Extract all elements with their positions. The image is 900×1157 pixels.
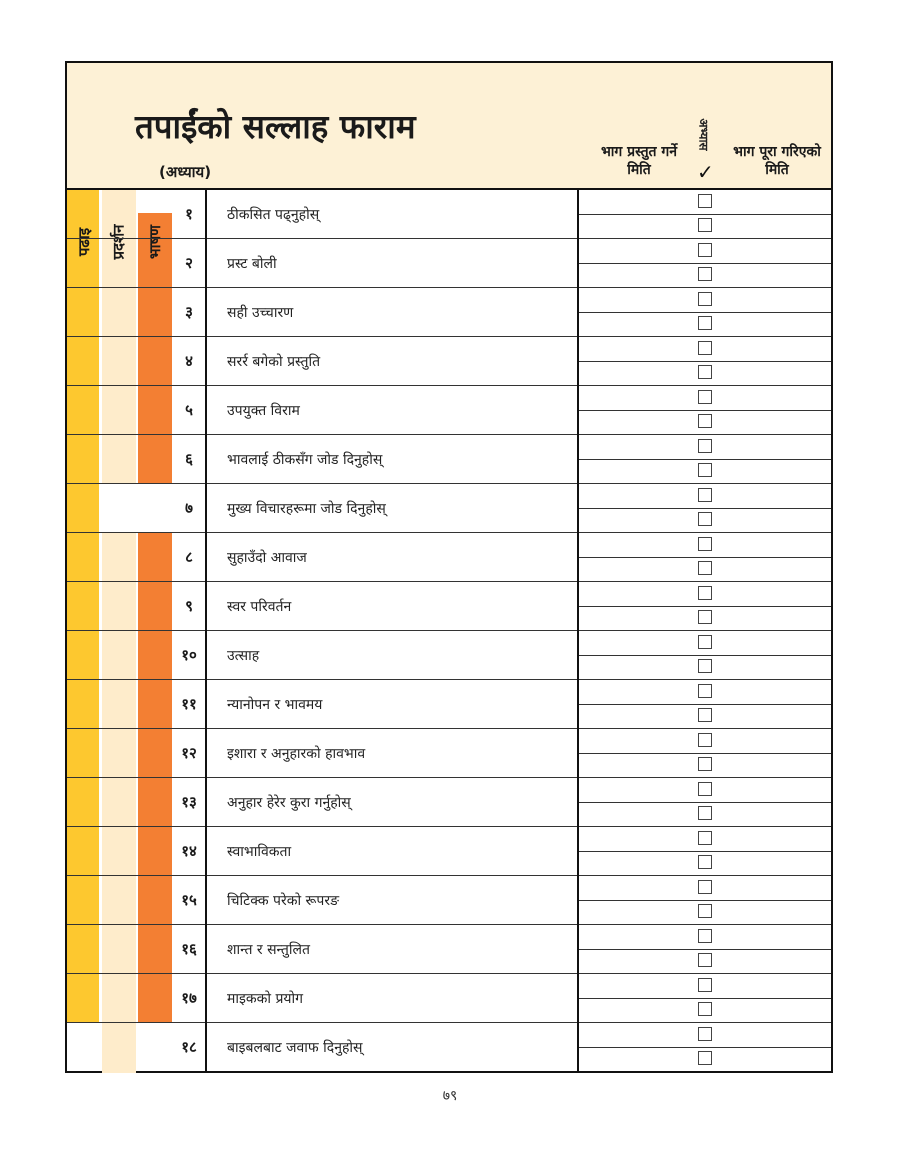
lesson-name: चिटिक्क परेको रूपरङ <box>227 892 340 909</box>
lesson-number: ८ <box>185 548 193 566</box>
practice-checkbox[interactable] <box>698 439 712 453</box>
lesson-name: स्वर परिवर्तन <box>227 598 292 615</box>
date-line[interactable] <box>579 704 831 728</box>
lesson-dates <box>579 778 831 826</box>
date-completed-header: भाग पूरा गरिएको मिति <box>733 144 821 178</box>
lesson-row <box>67 925 831 974</box>
date-line[interactable] <box>579 582 831 607</box>
counsel-form <box>65 61 833 1073</box>
practice-checkbox[interactable] <box>698 684 712 698</box>
practice-checkbox[interactable] <box>698 929 712 943</box>
lesson-number: १४ <box>181 842 197 860</box>
practice-checkbox[interactable] <box>698 855 712 869</box>
practice-checkbox[interactable] <box>698 365 712 379</box>
lesson-row <box>67 435 831 484</box>
lesson-name: इशारा र अनुहारको हावभाव <box>227 745 366 762</box>
date-line[interactable] <box>579 606 831 630</box>
lesson-number: २ <box>185 254 193 272</box>
lesson-number: ११ <box>181 695 197 713</box>
date-line[interactable] <box>579 190 831 215</box>
lesson-dates <box>579 239 831 287</box>
lesson-name: शान्त र सन्तुलित <box>227 941 310 958</box>
practice-checkbox[interactable] <box>698 880 712 894</box>
lesson-dates <box>579 827 831 875</box>
lesson-number: ७ <box>185 499 193 517</box>
lesson-dates <box>579 190 831 238</box>
practice-checkbox[interactable] <box>698 586 712 600</box>
lesson-dates <box>579 337 831 385</box>
practice-checkbox[interactable] <box>698 1027 712 1041</box>
date-assigned-header: भाग प्रस्तुत गर्ने मिति <box>600 144 678 178</box>
practice-checkbox[interactable] <box>698 610 712 624</box>
date-line[interactable] <box>579 949 831 973</box>
practice-checkbox[interactable] <box>698 1051 712 1065</box>
date-line[interactable] <box>579 508 831 532</box>
practice-checkbox[interactable] <box>698 341 712 355</box>
date-line[interactable] <box>579 1047 831 1071</box>
practice-header-label: अभ्यास <box>697 117 711 151</box>
date-line[interactable] <box>579 288 831 313</box>
practice-checkbox[interactable] <box>698 904 712 918</box>
lesson-number: १८ <box>181 1038 197 1056</box>
lesson-row <box>67 631 831 680</box>
lesson-number: १६ <box>181 940 197 958</box>
date-line[interactable] <box>579 680 831 705</box>
lesson-number: १७ <box>181 989 197 1007</box>
date-line[interactable] <box>579 214 831 238</box>
practice-checkbox[interactable] <box>698 218 712 232</box>
practice-checkbox[interactable] <box>698 390 712 404</box>
date-line[interactable] <box>579 900 831 924</box>
lesson-number: ४ <box>185 352 193 370</box>
lesson-number: ६ <box>185 450 193 468</box>
lesson-number: ३ <box>185 303 193 321</box>
practice-checkbox[interactable] <box>698 757 712 771</box>
lesson-dates <box>579 386 831 434</box>
practice-checkbox[interactable] <box>698 708 712 722</box>
date-line[interactable] <box>579 925 831 950</box>
practice-checkbox[interactable] <box>698 292 712 306</box>
date-line[interactable] <box>579 337 831 362</box>
lesson-dates <box>579 435 831 483</box>
presentation-label: प्रदर्शन <box>110 224 128 260</box>
practice-checkbox[interactable] <box>698 635 712 649</box>
practice-checkbox[interactable] <box>698 953 712 967</box>
page-number: ७९ <box>442 1088 458 1104</box>
date-line[interactable] <box>579 631 831 656</box>
lesson-number: १२ <box>181 744 197 762</box>
practice-checkbox[interactable] <box>698 733 712 747</box>
practice-checkbox[interactable] <box>698 488 712 502</box>
practice-checkbox[interactable] <box>698 659 712 673</box>
lesson-name: बाइबलबाट जवाफ दिनुहोस् <box>227 1039 363 1056</box>
lesson-row <box>67 876 831 925</box>
lesson-number: १५ <box>181 891 197 909</box>
lesson-name: उपयुक्त विराम <box>227 402 300 419</box>
practice-checkbox[interactable] <box>698 978 712 992</box>
lesson-dates <box>579 974 831 1022</box>
practice-checkbox[interactable] <box>698 512 712 526</box>
practice-checkbox[interactable] <box>698 806 712 820</box>
practice-checkbox[interactable] <box>698 414 712 428</box>
practice-checkbox[interactable] <box>698 243 712 257</box>
lesson-row <box>67 1023 831 1072</box>
practice-checkbox[interactable] <box>698 267 712 281</box>
practice-header <box>692 109 717 159</box>
lesson-number: ९ <box>185 597 193 615</box>
lesson-dates <box>579 925 831 973</box>
date-line[interactable] <box>579 263 831 287</box>
lesson-row <box>67 288 831 337</box>
practice-checkbox[interactable] <box>698 1002 712 1016</box>
lesson-name: ठीकसित पढ्नुहोस् <box>227 206 320 223</box>
date-line[interactable] <box>579 459 831 483</box>
lesson-name: उत्साह <box>227 647 260 664</box>
date-line[interactable] <box>579 361 831 385</box>
practice-checkbox[interactable] <box>698 316 712 330</box>
lesson-name: सही उच्चारण <box>227 304 294 321</box>
lesson-dates <box>579 680 831 728</box>
practice-checkbox[interactable] <box>698 194 712 208</box>
lesson-number: १ <box>185 205 193 223</box>
date-line[interactable] <box>579 435 831 460</box>
date-line[interactable] <box>579 753 831 777</box>
lesson-dates <box>579 288 831 336</box>
date-line[interactable] <box>579 998 831 1022</box>
speech-label: भाषण <box>145 225 164 259</box>
form-title: तपाईंको सल्लाह फाराम <box>135 107 416 146</box>
date-line[interactable] <box>579 557 831 581</box>
lesson-dates <box>579 876 831 924</box>
date-line[interactable] <box>579 827 831 852</box>
date-line[interactable] <box>579 386 831 411</box>
divider-dates <box>577 188 579 1073</box>
date-line[interactable] <box>579 778 831 803</box>
lesson-row <box>67 729 831 778</box>
date-line[interactable] <box>579 802 831 826</box>
lesson-name: मुख्य विचारहरूमा जोड दिनुहोस् <box>227 500 386 517</box>
lesson-name: अनुहार हेरेर कुरा गर्नुहोस् <box>227 794 351 811</box>
date-line[interactable] <box>579 533 831 558</box>
lesson-row <box>67 778 831 827</box>
lesson-name: सुहाउँदो आवाज <box>227 549 307 566</box>
date-line[interactable] <box>579 851 831 875</box>
lesson-dates <box>579 484 831 532</box>
lesson-dates <box>579 631 831 679</box>
lesson-name: न्यानोपन र भावमय <box>227 696 323 713</box>
date-line[interactable] <box>579 655 831 679</box>
lesson-row <box>67 239 831 288</box>
lesson-dates <box>579 582 831 630</box>
lesson-row <box>67 827 831 876</box>
form-header <box>67 63 831 190</box>
lesson-row <box>67 190 831 239</box>
lesson-number: ५ <box>185 401 193 419</box>
lesson-row <box>67 582 831 631</box>
date-line[interactable] <box>579 1023 831 1048</box>
date-line[interactable] <box>579 239 831 264</box>
lesson-name: सरर्र बगेको प्रस्तुति <box>227 353 321 370</box>
date-line[interactable] <box>579 729 831 754</box>
lesson-number: १३ <box>181 793 197 811</box>
date-line[interactable] <box>579 312 831 336</box>
lesson-row <box>67 386 831 435</box>
divider-number <box>205 188 207 1073</box>
date-line[interactable] <box>579 484 831 509</box>
lesson-number: १० <box>181 646 197 664</box>
checkmark-icon: ✓ <box>697 160 714 184</box>
date-line[interactable] <box>579 974 831 999</box>
reading-label: पढाइ <box>75 227 93 257</box>
practice-checkbox[interactable] <box>698 561 712 575</box>
date-line[interactable] <box>579 876 831 901</box>
lesson-dates <box>579 1023 831 1071</box>
practice-checkbox[interactable] <box>698 782 712 796</box>
chapter-label: (अध्याय) <box>159 163 212 181</box>
lesson-row <box>67 974 831 1023</box>
lesson-row <box>67 484 831 533</box>
practice-checkbox[interactable] <box>698 831 712 845</box>
lesson-row <box>67 680 831 729</box>
practice-checkbox[interactable] <box>698 463 712 477</box>
lesson-dates <box>579 729 831 777</box>
date-line[interactable] <box>579 410 831 434</box>
lesson-name: प्रस्ट बोली <box>227 255 277 272</box>
lesson-name: भावलाई ठीकसँग जोड दिनुहोस् <box>227 451 383 468</box>
practice-checkbox[interactable] <box>698 537 712 551</box>
lesson-row <box>67 337 831 386</box>
lesson-name: स्वाभाविकता <box>227 843 292 860</box>
lesson-row <box>67 533 831 582</box>
lesson-dates <box>579 533 831 581</box>
lesson-name: माइकको प्रयोग <box>227 990 304 1007</box>
